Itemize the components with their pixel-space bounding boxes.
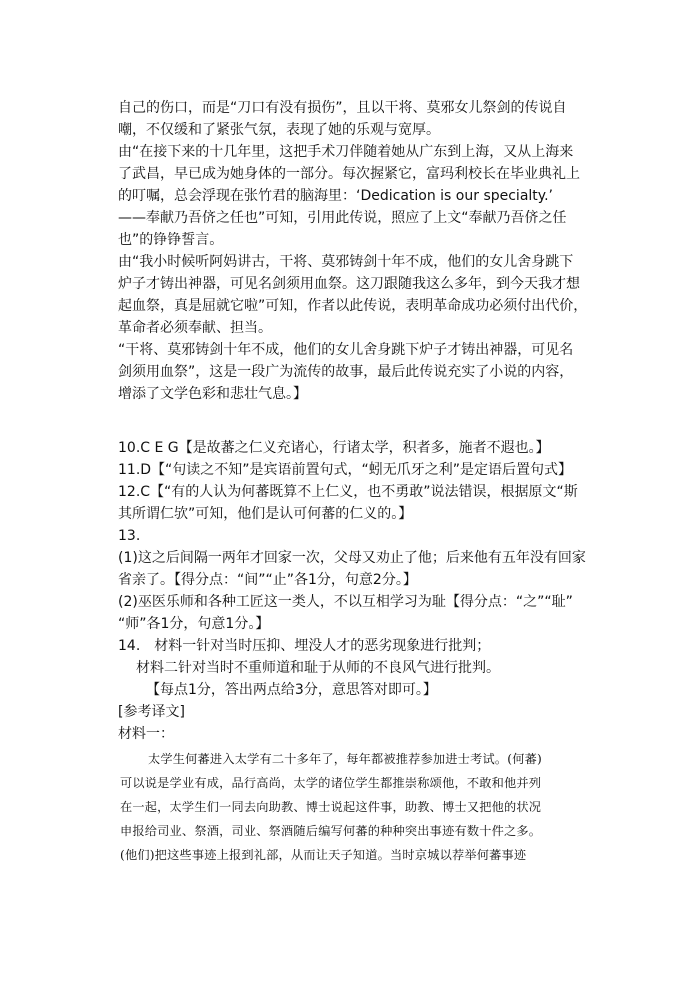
analysis-line: 由“我小时候听阿妈讲古，干将、莫邪铸剑十年不成，他们的女儿舍身跳下 (118, 254, 574, 270)
analysis-line: 起血祭，真是屈就它啦”可知，作者以此传说，表明革命成功必须付出代价， (118, 298, 588, 314)
answer-q13-1: (1)这之后间隔一两年才回家一次，父母又劝止了他；后来他有五年没有回家 (118, 550, 586, 566)
analysis-line: 炉子才铸出神器，可见名剑须用血祭。这刀跟随我这么多年，到今天我才想 (118, 276, 580, 292)
answer-q11: 11.D【“句读之不知”是宾语前置句式，“蚓无爪牙之利”是定语后置句式】 (118, 462, 573, 478)
answer-q12-cont: 其所谓仁欤”可知，他们是认可何蕃的仁义的。】 (118, 506, 413, 522)
answer-q14-cont: 材料二针对当时不重师道和耻于从师的不良风气进行批判。 (136, 660, 500, 676)
answer-q14-scoring: 【每点1分，答出两点给3分，意思答对即可。】 (146, 682, 437, 698)
answer-q13: 13. (118, 528, 141, 544)
analysis-line: 增添了文学色彩和悲壮气息。】 (118, 386, 307, 402)
translation-line: 在一起，太学生们一同去向助教、博士说起这件事，助教、博士又把他的状况 (120, 800, 542, 814)
answer-q10: 10.C E G【是故蕃之仁义充诸心，行诸太学，积者多，施者不遐也。】 (118, 440, 550, 456)
translation-text (120, 747, 585, 867)
analysis-line: 了武昌，早已成为她身体的一部分。每次握紧它，富玛利校长在毕业典礼上 (118, 166, 580, 182)
answer-q13-2-cont: “师”各1分，句意1分。】 (118, 616, 270, 632)
translation-line: 太学生何蕃进入太学有二十多年了，每年都被推荐参加进士考试。(何蕃) (148, 752, 542, 766)
translation-line: (他们)把这些事迹上报到礼部，从而让天子知道。当时京城以荐举何蕃事迹 (120, 848, 527, 862)
answer-q14: 14. 材料一针对当时压抑、埋没人才的恶劣现象进行批判； (118, 638, 491, 654)
analysis-line: “干将、莫邪铸剑十年不成，他们的女儿舍身跳下炉子才铸出神器，可见名 (118, 342, 574, 358)
analysis-line: 也”的铮铮誓言。 (118, 232, 224, 248)
analysis-paragraphs (118, 97, 588, 405)
analysis-line: 由“在接下来的十几年里，这把手术刀伴随着她从广东到上海，又从上海来 (118, 144, 574, 160)
analysis-line: 嘲，不仅缓和了紧张气氛，表现了她的乐观与宽厚。 (118, 122, 440, 138)
answer-list (118, 437, 586, 745)
analysis-line: ——奉献乃吾侪之任也”可知，引用此传说，照应了上文“奉献乃吾侪之任 (118, 210, 567, 226)
analysis-line: 革命者必须奉献、担当。 (118, 320, 272, 336)
answer-q12: 12.C【“有的人认为何蕃既算不上仁义，也不勇敢”说法错误，根据原文“斯 (118, 484, 578, 500)
answer-q13-2: (2)巫医乐师和各种工匠这一类人，不以互相学习为耻【得分点：“之”“耻” (118, 594, 573, 610)
reference-heading: [参考译文] (118, 704, 185, 720)
analysis-line: 剑须用血祭”，这是一段广为流传的故事，最后此传说充实了小说的内容， (118, 364, 574, 380)
material-label: 材料一： (118, 726, 174, 742)
analysis-line: 的叮嘱，总会浮现在张竹君的脑海里：‘Dedication is our specialty.’ (118, 188, 553, 204)
analysis-line: 自己的伤口，而是“刀口有没有损伤”，且以干将、莫邪女儿祭剑的传说自 (118, 100, 567, 116)
answer-q13-1-cont: 省亲了。【得分点：“间”“止”各1分，句意2分。】 (118, 572, 417, 588)
translation-line: 申报给司业、祭酒，司业、祭酒随后编写何蕃的种种突出事迹有数十件之多。 (120, 824, 542, 838)
translation-line: 可以说是学业有成，品行高尚，太学的诸位学生都推崇称颂他，不敢和他并列 (120, 776, 542, 790)
